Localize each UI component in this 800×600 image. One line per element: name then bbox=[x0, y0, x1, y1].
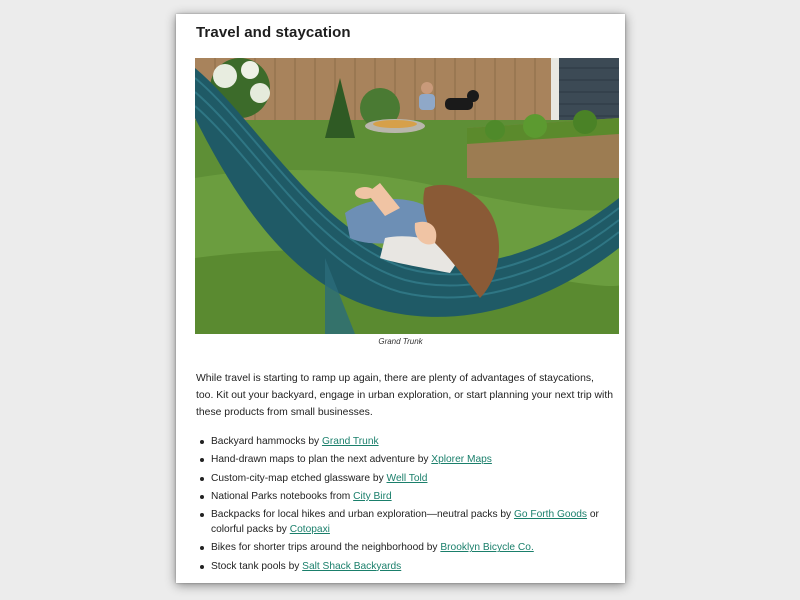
xplorer-maps-link[interactable]: Xplorer Maps bbox=[431, 454, 492, 466]
hammock-photo bbox=[195, 58, 619, 334]
go-forth-goods-link[interactable]: Go Forth Goods bbox=[513, 509, 588, 521]
article-card bbox=[176, 14, 625, 583]
list-item: Backyard hammocks by Grand Trunk bbox=[211, 434, 625, 449]
intro-paragraph: While travel is starting to ramp up again, there are plenty of advantages of staycations, too. Kit out your backyard, engage in urban exploration, or start planning your next trip with these products from small businesses. bbox=[196, 373, 614, 418]
list-item: Hand-drawn maps to plan the next adventure by Xplorer Maps bbox=[211, 452, 625, 467]
salt-shack-backyards-link[interactable]: Salt Shack Backyards bbox=[302, 560, 402, 572]
section-title: Travel and staycation bbox=[196, 24, 351, 41]
well-told-link[interactable]: Well Told bbox=[386, 472, 428, 484]
photo-caption: Grand Trunk bbox=[378, 337, 423, 346]
grand-trunk-link[interactable]: Grand Trunk bbox=[321, 436, 379, 447]
brooklyn-bicycle-link[interactable]: Brooklyn Bicycle Co. bbox=[440, 542, 534, 554]
list-item: Backpacks for local hikes and urban exploration—neutral packs by Go Forth Goods or colorful packs by Cotopaxi bbox=[211, 507, 625, 537]
city-bird-link[interactable]: City Bird bbox=[353, 490, 392, 502]
list-item: Stock tank pools by Salt Shack Backyards bbox=[211, 559, 625, 574]
list-item: National Parks notebooks from City Bird bbox=[211, 489, 625, 504]
list-item: Custom-city-map etched glassware by Well Told bbox=[211, 471, 625, 486]
list-item: Bikes for shorter trips around the neighborhood by Brooklyn Bicycle Co. bbox=[211, 540, 625, 555]
cotopaxi-link[interactable]: Cotopaxi bbox=[289, 524, 330, 536]
product-list bbox=[196, 434, 625, 577]
